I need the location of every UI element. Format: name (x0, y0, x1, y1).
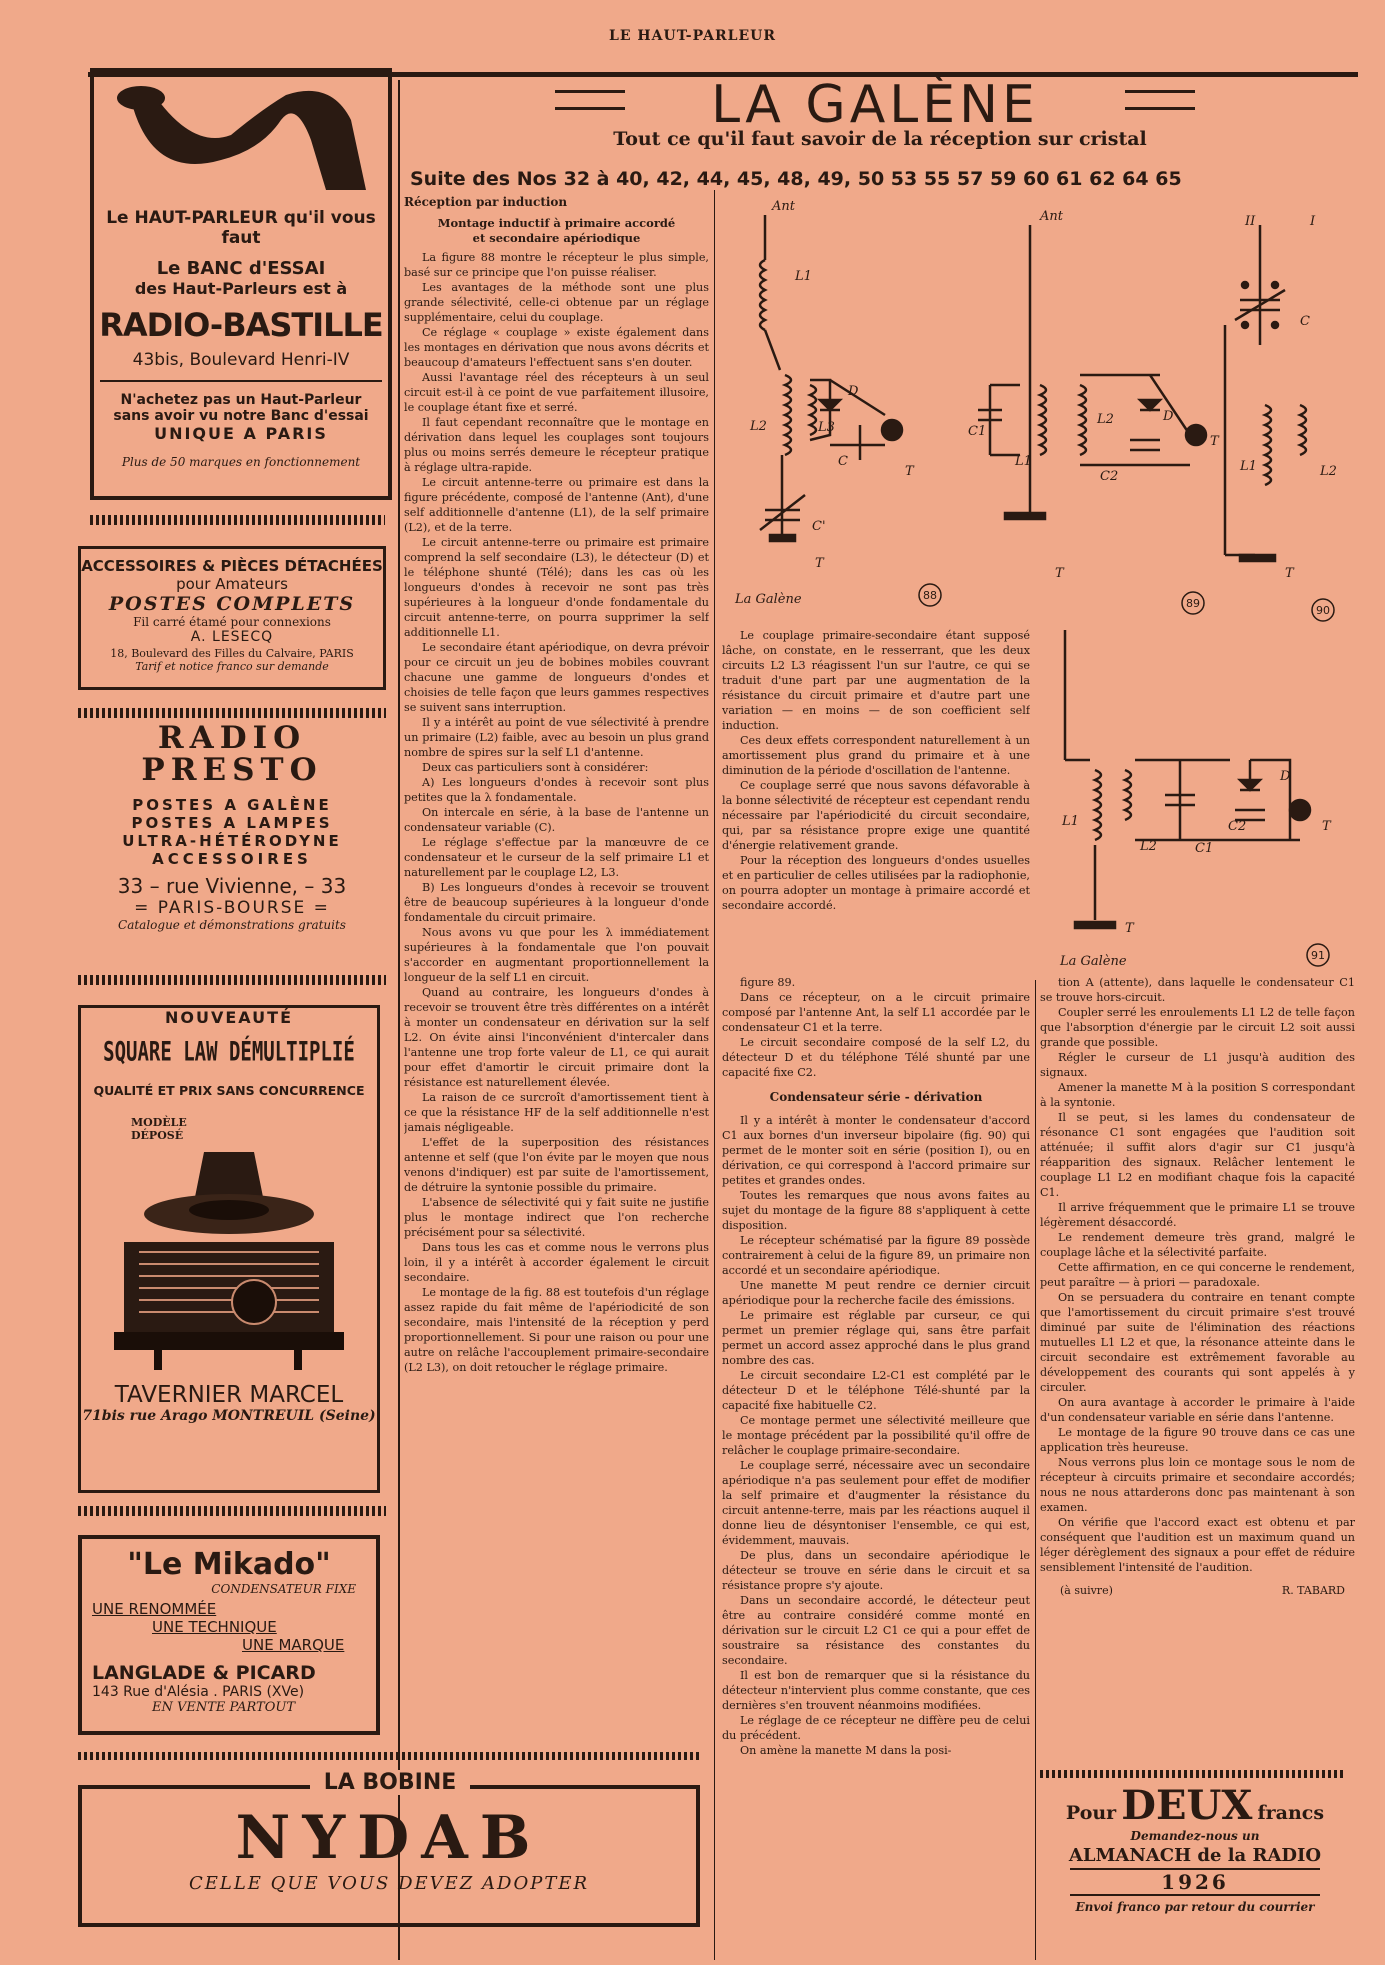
bastille-footer: Plus de 50 marques en fonctionnement (121, 455, 361, 469)
fig91-label-d: D (1280, 769, 1291, 784)
fig88-label-t2: T (815, 556, 824, 571)
paragraph: Il faut cependant reconnaître que le montage en dérivation dans lequel les couplages sont toujours plus ou moins serrés demeure le récepteur pratique à réglage ultra-rapide. (404, 416, 709, 474)
tavernier-name: TAVERNIER MARCEL (114, 1382, 344, 1408)
article-column-3 (1040, 975, 1355, 1715)
lesecq-line7: Tarif et notice franco sur demande (135, 660, 329, 673)
presto-item3: ULTRA-HÉTÉRODYNE (122, 832, 342, 850)
ad-lesecq (78, 546, 386, 690)
mikado-sale: EN VENTE PARTOUT (152, 1700, 295, 1715)
paragraph: Le réglage de ce récepteur ne diffère peu de celui du précédent. (722, 1714, 1030, 1742)
mikado-l1: UNE RENOMMÉE (92, 1600, 217, 1618)
paragraph: Une manette M peut rendre ce dernier circuit apériodique pour la recherche facile des émissions. (722, 1279, 1030, 1307)
paragraph: Le récepteur schématisé par la figure 89 possède contrairement à celui de la figure 89, un primaire non accordé et un secondaire apériodique. (722, 1234, 1030, 1277)
title-ornament-right (1125, 90, 1195, 110)
author: R. TABARD (1281, 1584, 1345, 1597)
paragraph: On vérifie que l'accord exact est obtenu et par conséquent que l'audition est un maximum quand un léger dérèglement des signaux a pour effet de réduire sensiblement l'intensité de l'audition. (1040, 1516, 1355, 1574)
ad-separator-1 (90, 515, 385, 525)
lesecq-line1: ACCESSOIRES & PIÈCES DÉTACHÉES (81, 557, 383, 575)
column-2b-paragraphs (722, 975, 1030, 1080)
paragraph: figure 89. (740, 976, 796, 989)
paragraph: Le primaire est réglable par curseur, ce qui permet un premier réglage qui, sans être parfait permet un accord assez approché dans le plus grand nombre des cas. (722, 1309, 1030, 1367)
almanach-year: 1926 (1070, 1868, 1320, 1896)
tavernier-address: 71bis rue Arago MONTREUIL (Seine) (82, 1408, 376, 1424)
paragraph: Les avantages de la méthode sont une plus grande sélectivité, celle-ci obtenue par un réglage supplémentaire, celui du couplage. (404, 281, 709, 324)
fig88-label-l1: L1 (795, 269, 812, 284)
lesecq-line5: A. LESECQ (190, 629, 274, 645)
mikado-l2: UNE TECHNIQUE (152, 1618, 277, 1636)
paragraph: Cette affirmation, en ce qui concerne le rendement, peut paraître — à priori — paradoxale. (1040, 1261, 1355, 1289)
presto-footer: Catalogue et démonstrations gratuits (118, 918, 346, 932)
title-ornament-left (555, 90, 625, 110)
paragraph: La raison de ce surcroît d'amortissement tient à ce que la résistance HF de la self additionnelle n'est jamais négligeable. (404, 1091, 709, 1134)
bastille-line3: des Haut-Parleurs est à (134, 279, 348, 298)
almanach-top-border (1040, 1770, 1345, 1778)
tavernier-quality: QUALITÉ ET PRIX SANS CONCURRENCE (93, 1083, 365, 1098)
fig90-label-t: T (1285, 566, 1294, 581)
paragraph: La figure 88 montre le récepteur le plus simple, basé sur ce principe que l'on puisse réaliser. (404, 251, 709, 279)
paragraph: Il se peut, si les lames du condensateur de résonance C1 sont engagées que l'audition soit atténuée; il suffit alors d'agir sur C1 jusqu'à réapparition des signaux. Relâcher lentement le couplage L1 L2 en modifiant chaque fois la capacité C1. (1040, 1111, 1355, 1199)
presto-item2: POSTES A LAMPES (131, 814, 333, 832)
fig90-label-ii: II (1245, 214, 1256, 229)
presto-address: 33 – rue Vivienne, – 33 (117, 874, 347, 898)
fig91-label-t1: T (1322, 819, 1331, 834)
paragraph: B) Les longueurs d'ondes à recevoir se trouvent être de beaucoup supérieures à la longueur d'onde fondamentale du circuit primaire. (404, 881, 709, 924)
column-1-paragraphs (404, 250, 709, 1375)
almanach-line5: Envoi franco par retour du courrier (1075, 1900, 1315, 1914)
column-3-paragraphs (1040, 975, 1355, 1575)
paragraph: Le couplage serré, nécessaire avec un secondaire apériodique n'a pas seulement pour effet de modifier la self primaire et d'augmenter la résistance du circuit antenne-terre, mais par les réactions auquel il donne lieu de désyntoniser l'ensemble, ce qui est, évidemment, mauvais. (722, 1459, 1030, 1547)
bastille-line2: Le BANC d'ESSAI (156, 258, 326, 279)
almanach-line2: Demandez-nous un (1130, 1829, 1260, 1843)
paragraph: Pour la réception des longueurs d'ondes usuelles et en particulier de celles utilisées par la radiophonie, on pourra adopter un montage à primaire accordé et secondaire accordé. (722, 854, 1030, 912)
presto-item1: POSTES A GALÈNE (132, 796, 332, 814)
fig91-label-l1: L1 (1062, 814, 1079, 829)
variable-condenser-icon (94, 1132, 364, 1382)
paragraph: Deux cas particuliers sont à considérer: (422, 761, 649, 774)
column-rule-1 (714, 190, 715, 1960)
paragraph: On aura avantage à accorder le primaire à l'aide d'un condensateur variable en série dans l'antenne. (1040, 1396, 1355, 1424)
article-column-2b (722, 975, 1030, 1765)
article-title: LA GALÈNE (711, 75, 1039, 135)
fig89-label-c2: C2 (1100, 469, 1119, 484)
paragraph: Dans ce récepteur, on a le circuit primaire composé par l'antenne Ant, la self L1 accordée par le condensateur C1 et la terre. (722, 991, 1030, 1034)
article-signature (1040, 1583, 1355, 1598)
fig90-label-l1: L1 (1240, 459, 1257, 474)
paragraph: Il y a intérêt à monter le condensateur d'accord C1 aux bornes d'un inverseur bipolaire (fig. 90) qui permet de le monter soit en série (position I), ou en dérivation, ce qui correspond à l'accord primaire sur petites et grandes ondes. (722, 1114, 1030, 1187)
paragraph: Ce couplage serré que nous savons défavorable à la bonne sélectivité de récepteur est cependant rendu nécessaire par l'apériodicité du circuit secondaire, qui, par sa résistance propre exige une quantité d'énergie relativement grande. (722, 779, 1030, 852)
fig88-caption: La Galène (735, 592, 802, 607)
paragraph: Coupler serré les enroulements L1 L2 de telle façon que l'absorption d'énergie par le circuit L2 soit aussi grande que possible. (1040, 1006, 1355, 1049)
fig89-label-d: D (1163, 409, 1174, 424)
fig91-label-l2: L2 (1140, 839, 1157, 854)
paragraph: Le couplage primaire-secondaire étant supposé lâche, on constate, en le resserrant, que les deux circuits L2 L3 réagissent l'un sur l'autre, ce qui se traduit d'une part par une augmentation de la résistance du circuit primaire et d'autre part une variation — en moins — de son coefficient self induction. (722, 629, 1030, 732)
paragraph: Amener la manette M à la position S correspondant à la syntonie. (1040, 1081, 1355, 1109)
paragraph: Il arrive fréquemment que le primaire L1 se trouve légèrement désaccordé. (1040, 1201, 1355, 1229)
article-series: Suite des Nos 32 à 40, 42, 44, 45, 48, 49, 50 53 55 57 59 60 61 62 64 65 (410, 168, 1182, 190)
paragraph: De plus, dans un secondaire apériodique le détecteur se trouve en série dans le circuit et sa résistance propre s'y ajoute. (722, 1549, 1030, 1592)
paragraph: Nous verrons plus loin ce montage sous le nom de récepteur à circuits primaire et secondaire accordés; nous ne nous attarderons donc pas maintenant à son examen. (1040, 1456, 1355, 1514)
paragraph: Le réglage s'effectue par la manœuvre de ce condensateur et le curseur de la self primaire L1 et naturellement par le couplage L2, L3. (404, 836, 709, 879)
fig90-label-i: I (1310, 214, 1316, 229)
presto-name1: RADIO (157, 720, 307, 756)
paragraph: Ce réglage « couplage » existe également dans les montages en dérivation que nous avons décrits et beaucoup d'amateurs l'effectuent sans s'en douter. (404, 326, 709, 369)
paragraph: On se persuadera du contraire en tenant compte que l'amortissement du circuit primaire s'est trouvé diminué par suite de l'élimination des réactions mutuelles L1 L2 et que, la résonance atteinte dans le circuit secondaire est extrêmement favorable au développement des courants qui sont appelés à y circuler. (1040, 1291, 1355, 1394)
bastille-divider (100, 380, 382, 382)
bastille-line1: Le HAUT-PARLEUR qu'il vous faut (106, 208, 376, 248)
paragraph: Le secondaire étant apériodique, on devra prévoir pour ce circuit un jeu de bobines mobiles couvrant chacune une gamme de longueurs d'ondes et choisies de telle façon que leurs gammes respectives se suivent sans interruption. (404, 641, 709, 714)
presto-name2: PRESTO (141, 752, 323, 788)
lesecq-line4: Fil carré étamé pour connexions (133, 615, 331, 629)
presto-city: = PARIS-BOURSE = (134, 898, 330, 918)
bastille-address: 43bis, Boulevard Henri-IV (132, 350, 350, 370)
paragraph: Le montage de la figure 90 trouve dans ce cas une application très heureuse. (1040, 1426, 1355, 1454)
nydab-top: LA BOBINE (310, 1770, 470, 1795)
tavernier-product: SQUARE LAW DÉMULTIPLIÉ (103, 1036, 355, 1068)
presto-item4: ACCESSOIRES (152, 850, 312, 868)
paragraph: tion A (attente), dans laquelle le condensateur C1 se trouve hors-circuit. (1040, 976, 1355, 1004)
lesecq-line6: 18, Boulevard des Filles du Calvaire, PARIS (110, 647, 354, 660)
tavernier-model1: MODÈLE (131, 1116, 187, 1129)
continued-note: (à suivre) (1060, 1584, 1113, 1597)
column-2a-paragraphs (722, 628, 1030, 913)
almanach-pour: Pour (1065, 1802, 1117, 1824)
section-montage-inductif: Montage inductif à primaire accordé et secondaire apériodique (437, 216, 676, 245)
paragraph: Dans tous les cas et comme nous le verrons plus loin, il y a intérêt à accorder également le circuit secondaire. (404, 1241, 709, 1284)
ad-le-mikado (78, 1535, 380, 1735)
ad-tavernier (78, 1005, 380, 1493)
almanach-line3: ALMANACH de la RADIO (1068, 1845, 1322, 1866)
column-rule-2 (1035, 980, 1036, 1960)
paragraph: Il y a intérêt au point de vue sélectivité à prendre un primaire (L2) faible, avec au besoin un plus grand nombre de spires sur la self L1 d'antenne. (404, 716, 709, 759)
ad-column-rule (398, 80, 400, 1960)
paragraph: Ce montage permet une sélectivité meilleure que le montage précédent par la possibilité qu'il offre de relâcher le couplage primaire-secondaire. (722, 1414, 1030, 1457)
fig89-label-l2: L2 (1097, 412, 1114, 427)
column-2c-paragraphs (722, 1113, 1030, 1758)
figure-91 (1040, 630, 1360, 975)
paragraph: Aussi l'avantage réel des récepteurs à un seul circuit est-il à ce point de vue parfaitement illusoire, le couplage étant fixe et serré. (404, 371, 709, 414)
paragraph: Le circuit antenne-terre ou primaire est primaire comprend la self secondaire (L3), le détecteur (D) et le téléphone shunté (Télé); dans les cas où les longueurs d'ondes à recevoir ne sont pas très supérieures à la longueur d'onde fondamentale du circuit antenne-terre, on pourra supprimer la self additionnelle L1. (404, 536, 709, 639)
bastille-pitch2: sans avoir vu notre Banc d'essai (113, 408, 369, 424)
fig90-label-c: C (1300, 314, 1310, 329)
mikado-maker: LANGLADE & PICARD (92, 1662, 316, 1684)
ad-separator-3 (78, 975, 386, 985)
fig89-label-t1: T (1210, 434, 1219, 449)
ad-radio-bastille (90, 68, 392, 500)
paragraph: L'absence de sélectivité qui y fait suite ne justifie plus le montage indirect que l'on recherche précisément pour sa sélectivité. (404, 1196, 709, 1239)
fig89-number: 89 (1186, 597, 1200, 610)
fig88-label-d: D (848, 384, 859, 399)
fig89-label-l1: L1 (1015, 454, 1032, 469)
almanach-francs: francs (1257, 1802, 1325, 1824)
paragraph: Ces deux effets correspondent naturellement à un amortissement plus grand du primaire et à une diminution de la période d'oscillation de l'antenne. (722, 734, 1030, 777)
almanach-line1 (1040, 1782, 1350, 1829)
mikado-name: "Le Mikado" (127, 1547, 331, 1582)
paragraph: Le circuit secondaire composé de la self L2, du détecteur D et du téléphone Télé shunté par une capacité fixe C2. (722, 1036, 1030, 1079)
paragraph: A) Les longueurs d'ondes à recevoir sont plus petites que la λ fondamentale. (404, 776, 709, 804)
fig88-label-ant: Ant (772, 199, 795, 214)
paragraph: Il est bon de remarquer que si la résistance du détecteur n'intervient plus comme constante, que ces dernières s'en trouvent néanmoins modifiées. (722, 1669, 1030, 1712)
tavernier-model2: DÉPOSÉ (131, 1129, 184, 1142)
paragraph: Le circuit antenne-terre ou primaire est dans la figure précédente, composé de l'antenne (Ant), d'une self additionnelle d'antenne (L1), de la self primaire (L2), et de la terre. (404, 476, 709, 534)
article-column-1 (404, 195, 709, 1755)
section-condensateur-serie: Condensateur série - dérivation (769, 1090, 983, 1104)
almanach-deux: DEUX (1121, 1782, 1253, 1829)
fig91-number: 91 (1311, 949, 1325, 962)
paragraph: On amène la manette M dans la posi- (740, 1744, 952, 1757)
fig89-label-c1: C1 (968, 424, 987, 439)
ad-separator-4 (78, 1506, 386, 1516)
bastille-name: RADIO-BASTILLE (99, 306, 383, 344)
mikado-sub: CONDENSATEUR FIXE (211, 1582, 356, 1596)
newspaper-header: LE HAUT-PARLEUR (609, 28, 776, 44)
fig88-label-t1: T (905, 464, 914, 479)
lesecq-line2: pour Amateurs (176, 575, 288, 593)
mikado-l3: UNE MARQUE (242, 1636, 345, 1654)
fig91-label-c2: C2 (1228, 819, 1247, 834)
paragraph: On intercale en série, à la base de l'antenne un condensateur variable (C). (404, 806, 709, 834)
ad-separator-2 (78, 708, 386, 718)
fig88-number: 88 (923, 589, 937, 602)
tavernier-tag: NOUVEAUTÉ (161, 1008, 297, 1027)
fig89-label-ant: Ant (1040, 209, 1063, 224)
paragraph: Régler le curseur de L1 jusqu'à audition des signaux. (1040, 1051, 1355, 1079)
fig88-label-cprime: C' (812, 519, 826, 534)
ad-nydab (78, 1785, 700, 1927)
paragraph: Le montage de la fig. 88 est toutefois d'un réglage assez rapide du fait même de l'apériodicité de son secondaire, mais l'intensité de la réception y perd proportionnellement. Si pour une raison ou pour une autre on relâche l'accouplement primaire-secondaire (L2 L3), on doit retoucher le réglage primaire. (404, 1286, 709, 1374)
fig90-number: 90 (1316, 604, 1330, 617)
article-subtitle: Tout ce qu'il faut savoir de la réception sur cristal (613, 128, 1147, 150)
fig88-label-l2: L2 (750, 419, 767, 434)
fig89-label-t2: T (1055, 566, 1064, 581)
section-reception-induction: Réception par induction (404, 195, 568, 209)
paragraph: Nous avons vu que pour les λ immédiatement supérieures à la fondamentale que l'on pouvait s'accorder en augmentant proportionnellement la longueur de la self L1 en circuit. (404, 926, 709, 984)
paragraph: Toutes les remarques que nous avons faites au sujet du montage de la figure 88 s'appliquent à cette disposition. (722, 1189, 1030, 1232)
paragraph: Le circuit secondaire L2-C1 est complété par le détecteur D et le téléphone Télé-shunté par la capacité fixe habituelle C2. (722, 1369, 1030, 1412)
figures-88-89-90 (720, 195, 1360, 625)
article-column-2a (722, 628, 1030, 973)
nydab-slogan: CELLE QUE VOUS DEVEZ ADOPTER (188, 1873, 590, 1894)
fig88-label-c: C (838, 454, 848, 469)
ad-almanach (1040, 1782, 1350, 1962)
fig91-caption: La Galène (1060, 954, 1127, 969)
mikado-address: 143 Rue d'Alésia . PARIS (XVe) (92, 1684, 305, 1700)
bastille-pitch3: UNIQUE A PARIS (154, 424, 328, 443)
bastille-pitch1: N'achetez pas un Haut-Parleur (120, 392, 362, 408)
paragraph: Le rendement demeure très grand, malgré le couplage lâche et la sélectivité parfaite. (1040, 1231, 1355, 1259)
nydab-name: NYDAB (235, 1803, 543, 1873)
lesecq-line3: POSTES COMPLETS (108, 593, 356, 615)
fig88-label-l3: L3 (818, 420, 835, 435)
paragraph: Dans un secondaire accordé, le détecteur peut être au contraire considéré comme monté en dérivation sur le circuit L2 C1 ce qui a pour effet de soustraire sa résistance des constantes du secondaire. (722, 1594, 1030, 1667)
fig91-label-c1: C1 (1195, 841, 1214, 856)
horn-loudspeaker-icon (111, 80, 371, 200)
paragraph: Quand au contraire, les longueurs d'ondes à recevoir se trouvent être très différentes on a intérêt à monter un condensateur en dérivation sur la self L2. On évite ainsi l'inconvénient d'intercaler dans l'antenne une trop forte valeur de L1, ce qui aurait pour effet d'amortir le circuit primaire dont la résistance est naturellement élevée. (404, 986, 709, 1089)
ad-radio-presto (78, 720, 386, 960)
fig91-label-t2: T (1125, 921, 1134, 936)
paragraph: L'effet de la superposition des résistances antenne et self (que l'on évite par le moyen que nous venons d'indiquer) est par suite de l'amortissement, de détruire la syntonie possible du primaire. (404, 1136, 709, 1194)
fig90-label-l2: L2 (1320, 464, 1337, 479)
